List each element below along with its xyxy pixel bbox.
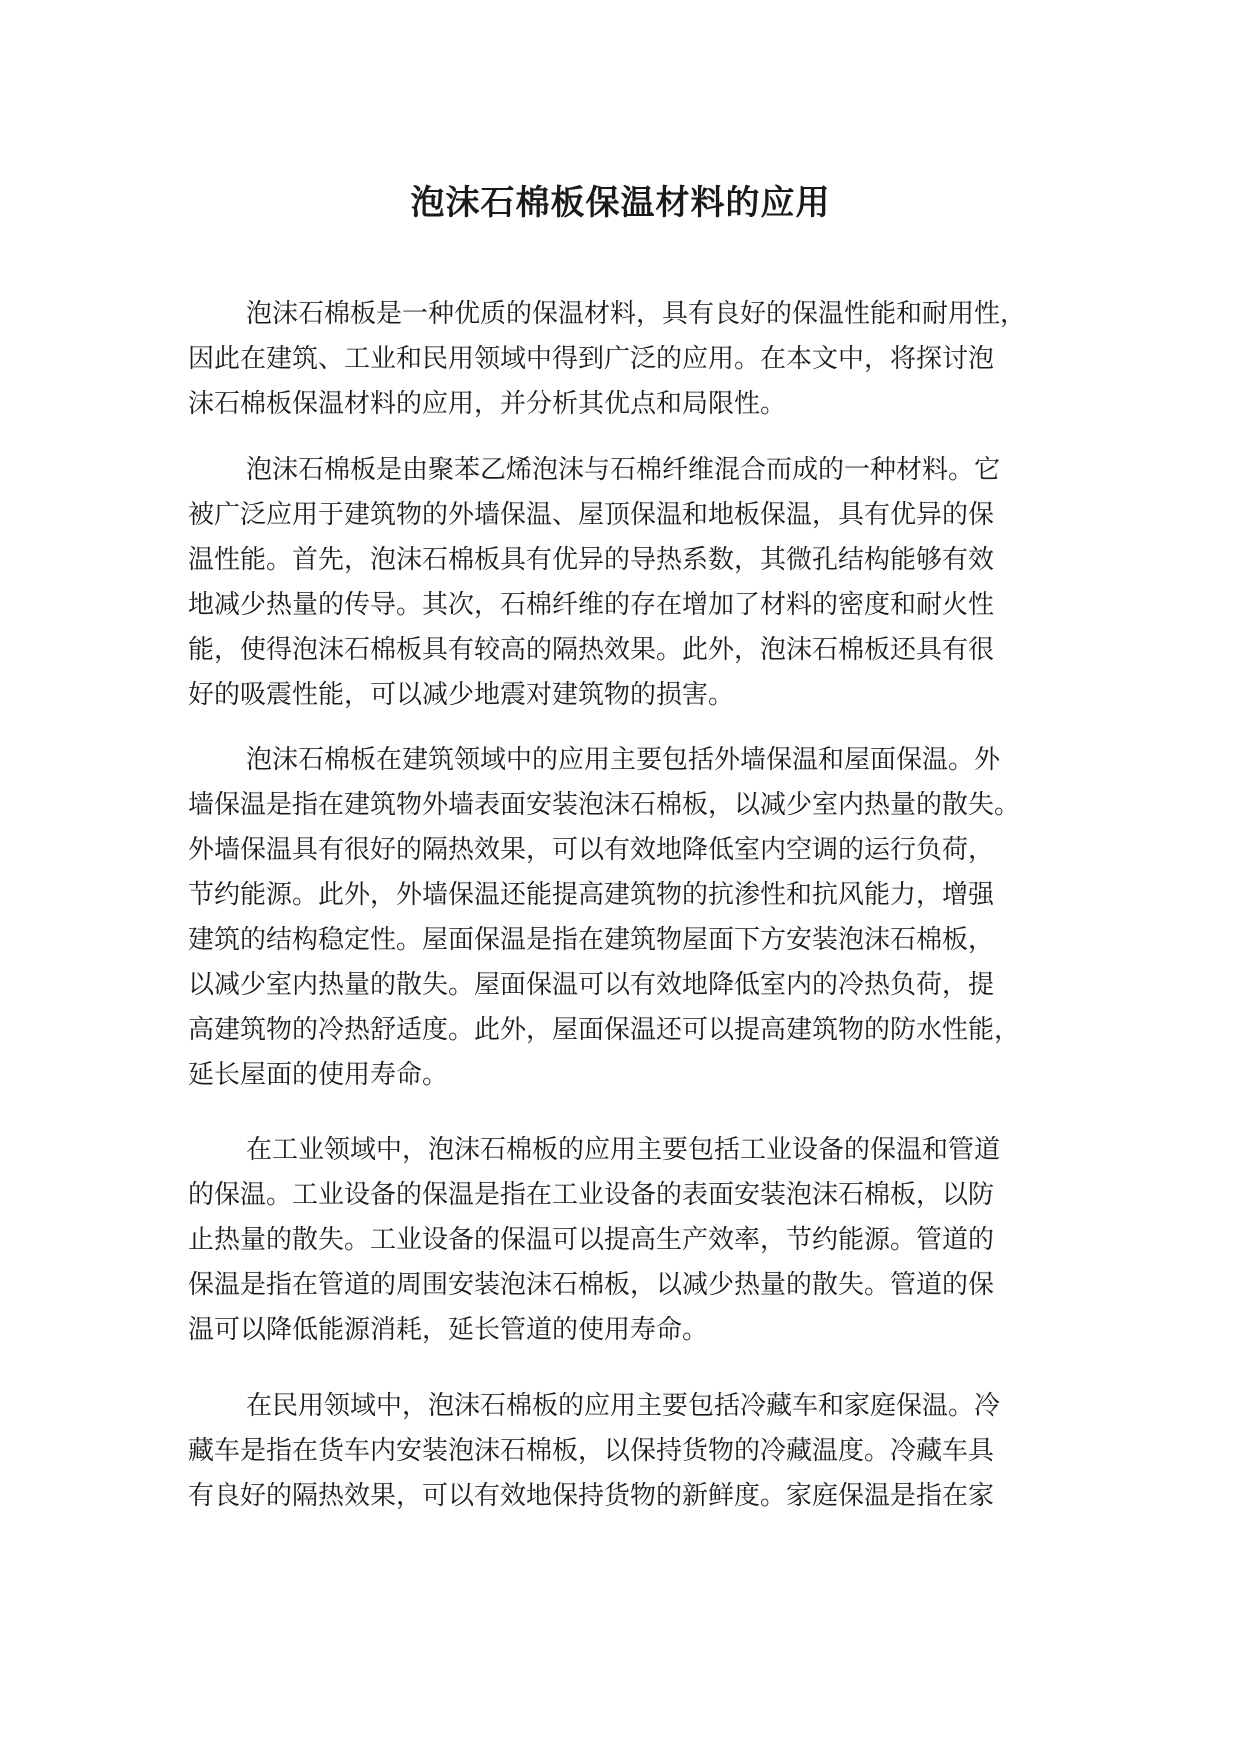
paragraph-4 — [188, 1128, 1098, 1353]
paragraph-2 — [188, 448, 1098, 718]
paragraph-line: 沫石棉板保温材料的应用，并分析其优点和局限性。 — [188, 389, 787, 419]
paragraph-line: 外墙保温具有很好的隔热效果，可以有效地降低室内空调的运行负荷， — [188, 835, 995, 865]
paragraph-line: 藏车是指在货车内安装泡沫石棉板，以保持货物的冷藏温度。冷藏车具 — [188, 1436, 995, 1466]
paragraph-line: 好的吸震性能，可以减少地震对建筑物的损害。 — [188, 680, 735, 710]
document-title: 泡沫石棉板保温材料的应用 — [410, 183, 831, 223]
paragraph-line: 的保温。工业设备的保温是指在工业设备的表面安装泡沫石棉板，以防 — [188, 1180, 995, 1210]
paragraph-line: 有良好的隔热效果，可以有效地保持货物的新鲜度。家庭保温是指在家 — [188, 1481, 995, 1511]
paragraph-line: 因此在建筑、工业和民用领域中得到广泛的应用。在本文中，将探讨泡 — [188, 344, 995, 374]
paragraph-1 — [188, 292, 1098, 427]
paragraph-line: 温性能。首先，泡沫石棉板具有优异的导热系数，其微孔结构能够有效 — [188, 545, 995, 575]
paragraph-line: 泡沫石棉板在建筑领域中的应用主要包括外墙保温和屋面保温。外 — [246, 745, 1001, 775]
paragraph-line: 在民用领域中，泡沫石棉板的应用主要包括冷藏车和家庭保温。冷 — [246, 1391, 1001, 1421]
paragraph-line: 地减少热量的传导。其次，石棉纤维的存在增加了材料的密度和耐火性 — [188, 590, 995, 620]
paragraph-5 — [188, 1384, 1098, 1519]
paragraph-line: 以减少室内热量的散失。屋面保温可以有效地降低室内的冷热负荷，提 — [188, 970, 995, 1000]
paragraph-line: 高建筑物的冷热舒适度。此外，屋面保温还可以提高建筑物的防水性能， — [188, 1015, 1021, 1045]
paragraph-line: 保温是指在管道的周围安装泡沫石棉板，以减少热量的散失。管道的保 — [188, 1270, 995, 1300]
paragraph-line: 止热量的散失。工业设备的保温可以提高生产效率，节约能源。管道的 — [188, 1225, 995, 1255]
paragraph-line: 泡沫石棉板是一种优质的保温材料，具有良好的保温性能和耐用性， — [246, 299, 1027, 329]
paragraph-line: 延长屋面的使用寿命。 — [188, 1060, 449, 1090]
paragraph-line: 节约能源。此外，外墙保温还能提高建筑物的抗渗性和抗风能力，增强 — [188, 880, 995, 910]
paragraph-line: 被广泛应用于建筑物的外墙保温、屋顶保温和地板保温，具有优异的保 — [188, 500, 995, 530]
paragraph-line: 建筑的结构稳定性。屋面保温是指在建筑物屋面下方安装泡沫石棉板， — [188, 925, 995, 955]
paragraph-line: 墙保温是指在建筑物外墙表面安装泡沫石棉板，以减少室内热量的散失。 — [188, 790, 1021, 820]
paragraph-line: 在工业领域中，泡沫石棉板的应用主要包括工业设备的保温和管道 — [246, 1135, 1001, 1165]
paragraph-3 — [188, 738, 1098, 1098]
paragraph-line: 能，使得泡沫石棉板具有较高的隔热效果。此外，泡沫石棉板还具有很 — [188, 635, 995, 665]
paragraph-line: 温可以降低能源消耗，延长管道的使用寿命。 — [188, 1315, 709, 1345]
paragraph-line: 泡沫石棉板是由聚苯乙烯泡沫与石棉纤维混合而成的一种材料。它 — [246, 455, 1001, 485]
